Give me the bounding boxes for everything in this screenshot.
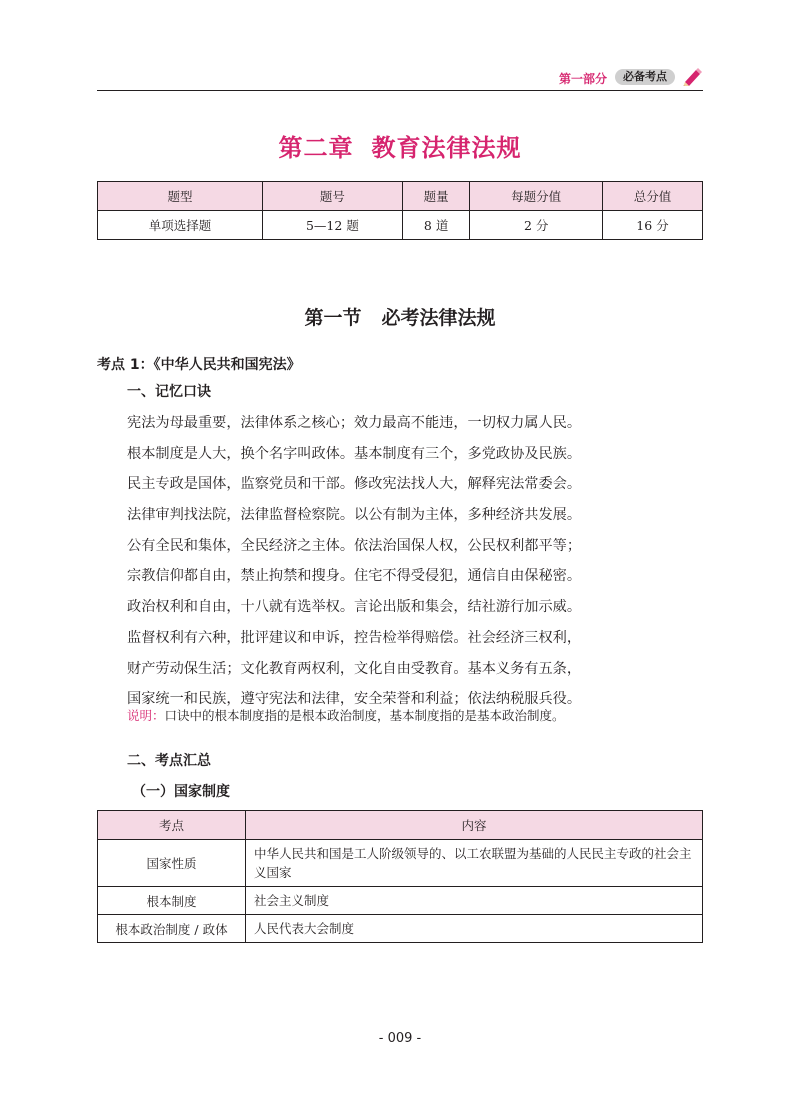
mnemonic-line: 民主专政是国体，监察党员和干部。修改宪法找人大，解释宪法常委会。 [127,476,582,493]
table-cell: 8 道 [402,211,470,240]
table-cell: 5—12 题 [262,211,402,240]
mnemonic-line: 公有全民和集体，全民经济之主体。依法治国保人权，公民权利都平等； [127,537,582,554]
header-cell: 总分值 [602,182,702,211]
table-row [98,915,703,943]
chapter-name: 教育法律法规 [371,133,522,162]
table-cell: 根本制度 [98,887,246,915]
table-header-row [98,182,703,211]
header-part-label: 第一部分 [558,72,607,86]
chapter-title [0,128,800,163]
mnemonic-line: 政治权利和自由，十八就有选举权。言论出版和集会，结社游行加示威。 [127,599,582,616]
section-name: 必考法律法规 [381,307,496,329]
note-label: 说明： [127,708,165,723]
header-cell: 每题分值 [470,182,603,211]
mnemonic-line: 财产劳动保生活；文化教育两权利，文化自由受教育。基本义务有五条， [127,660,582,677]
section-number: 第一节 [304,307,362,329]
page-number: - 009 - [378,1031,422,1046]
mnemonic-list [127,408,581,715]
header-cell: 考点 [98,811,246,840]
mnemonic-line: 监督权利有六种，批评建议和申诉，控告检举得赔偿。社会经济三权利， [127,629,582,646]
table-cell: 中华人民共和国是工人阶级领导的、以工农联盟为基础的人民民主专政的社会主义国家 [246,840,703,887]
table-row [98,211,703,240]
table-cell: 根本政治制度 / 政体 [98,915,246,943]
table-cell: 国家性质 [98,840,246,887]
mnemonic-line: 宪法为母最重要，法律体系之核心；效力最高不能违，一切权力属人民。 [127,415,582,431]
section-title [0,303,800,330]
page-header [97,62,703,91]
mnemonic-note [127,706,565,724]
header-cell: 题号 [262,182,402,211]
table-cell: 人民代表大会制度 [246,915,703,943]
mnemonic-line: 法律审判找法院，法律监督检察院。以公有制为主体，多种经济共发展。 [127,507,582,524]
table-cell: 单项选择题 [98,211,263,240]
table-row [98,887,703,915]
kaodian-title: 考点 1：《中华人民共和国宪法》 [97,357,301,373]
pencil-icon [681,66,703,86]
table-row [98,840,703,887]
note-text: 口诀中的根本制度指的是根本政治制度，基本制度指的是基本政治制度。 [164,708,565,723]
mnemonic-line: 宗教信仰都自由，禁止拘禁和搜身。住宅不得受侵犯，通信自由保秘密。 [127,568,582,585]
chapter-number: 第二章 [278,133,354,162]
mnemonic-line: 根本制度是人大，换个名字叫政体。基本制度有三个，多党政协及民族。 [127,445,582,462]
mnemonic-heading: 一、记忆口诀 [127,384,211,400]
header-cell: 题型 [98,182,263,211]
table-cell: 16 分 [602,211,702,240]
summary-heading: 二、考点汇总 [127,753,211,769]
table-cell: 社会主义制度 [246,887,703,915]
mnemonic-line: 国家统一和民族，遵守宪法和法律，安全荣誉和利益；依法纳税服兵役。 [127,691,582,708]
header-badge: 必备考点 [615,69,675,85]
state-system-table [97,810,703,943]
header-cell: 内容 [246,811,703,840]
header-cell: 题量 [402,182,470,211]
table-cell: 2 分 [470,211,603,240]
table-header-row [98,811,703,840]
exam-stats-table [97,181,703,240]
summary-subheading: （一）国家制度 [132,784,230,800]
